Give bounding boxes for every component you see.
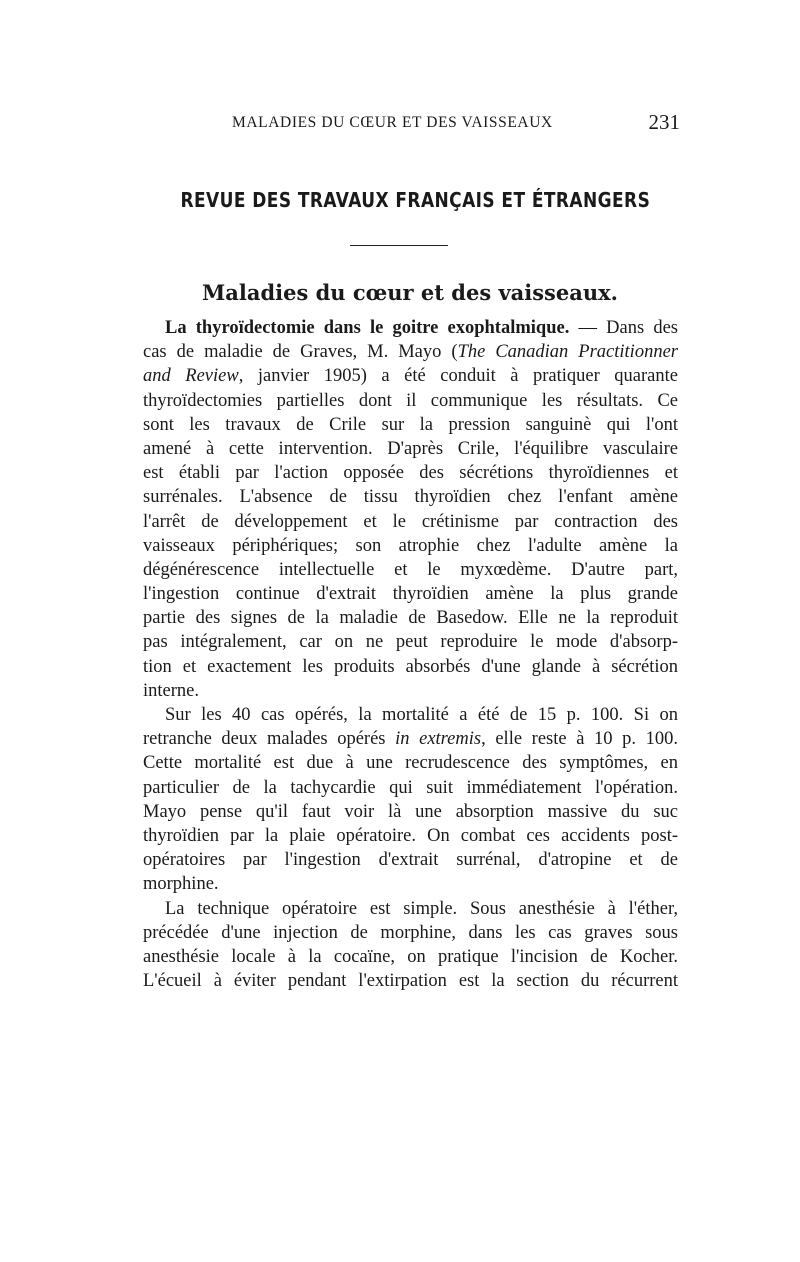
latin-phrase: in extremis — [395, 729, 482, 750]
text-line: morphine. — [143, 874, 219, 895]
text-fragment: — Dans des — [569, 318, 678, 338]
text-fragment: , janvier 1905) a été conduit à pratiquer quarante — [238, 366, 678, 387]
text-line: anesthésie locale à la cocaïne, on pratique l'incision de Kocher. — [143, 946, 678, 967]
text-line: Sur les 40 cas opérés, la mortalité a été de 15 p. 100. Si on — [165, 705, 678, 725]
text-line: précédée d'une injection de morphine, dans les cas graves sous — [143, 922, 678, 943]
text-line — [143, 364, 678, 388]
text-line: interne. — [143, 680, 199, 701]
source-title-cont: and Review — [143, 366, 239, 387]
text-line: particulier de la tachycardie qui suit immédiatement l'opération. — [143, 777, 678, 798]
text-line: amené à cette intervention. D'après Crile, l'équilibre vasculaire — [143, 438, 678, 459]
article-body — [143, 316, 678, 993]
text-line: sont les travaux de Crile sur la pression sanguinè qui l'ont — [143, 414, 678, 435]
title-divider — [350, 245, 448, 246]
text-line: dégénérescence intellectuelle et le myxœdème. D'autre part, — [143, 559, 678, 580]
text-line: l'ingestion continue d'extrait thyroïdien amène la plus grande — [143, 584, 678, 605]
text-line: vaisseaux périphériques; son atrophie chez l'adulte amène la — [143, 535, 678, 556]
text-fragment: retranche deux malades opérés — [143, 729, 396, 750]
text-line: L'écueil à éviter pendant l'extirpation est la section du récurrent — [143, 971, 678, 992]
text-fragment: cas de maladie de Graves, M. Mayo ( — [143, 342, 458, 363]
text-line: tion et exactement les produits absorbés d'une glande à sécrétion — [143, 656, 678, 677]
text-line: thyroïdectomies partielles dont il communique les résultats. Ce — [143, 390, 678, 411]
source-title: The Canadian Practitionner — [457, 342, 678, 363]
text-line — [143, 727, 678, 751]
text-line: partie des signes de la maladie de Basedow. Elle ne la reproduit — [143, 608, 678, 629]
text-line: opératoires par l'ingestion d'extrait surrénal, d'atropine et de — [143, 850, 678, 871]
article-title: La thyroïdectomie dans le goitre exophtalmique. — [165, 318, 570, 338]
subsection-title: Maladies du cœur et des vaisseaux. — [202, 280, 618, 305]
text-line — [143, 340, 678, 364]
text-line — [143, 316, 678, 340]
page-number: 231 — [648, 110, 680, 134]
running-title: MALADIES DU CŒUR ET DES VAISSEAUX — [232, 114, 553, 131]
text-line: La technique opératoire est simple. Sous anesthésie à l'éther, — [165, 898, 678, 919]
text-line: pas intégralement, car on ne peut reproduire le mode d'absorp- — [143, 632, 678, 653]
text-fragment: , elle reste à 10 p. 100. — [481, 729, 678, 750]
running-header — [140, 110, 680, 138]
text-line: surrénales. L'absence de tissu thyroïdien chez l'enfant amène — [143, 487, 678, 508]
text-line: thyroïdien par la plaie opératoire. On combat ces accidents post- — [143, 825, 678, 846]
text-line: est établi par l'action opposée des sécrétions thyroïdiennes et — [143, 463, 678, 484]
text-line: l'arrêt de développement et le crétinisme par contraction des — [143, 511, 678, 532]
text-line: Mayo pense qu'il faut voir là une absorption massive du suc — [143, 801, 678, 822]
text-line: Cette mortalité est due à une recrudescence des symptômes, en — [143, 753, 678, 774]
section-title: REVUE DES TRAVAUX FRANÇAIS ET ÉTRANGERS — [180, 188, 651, 212]
